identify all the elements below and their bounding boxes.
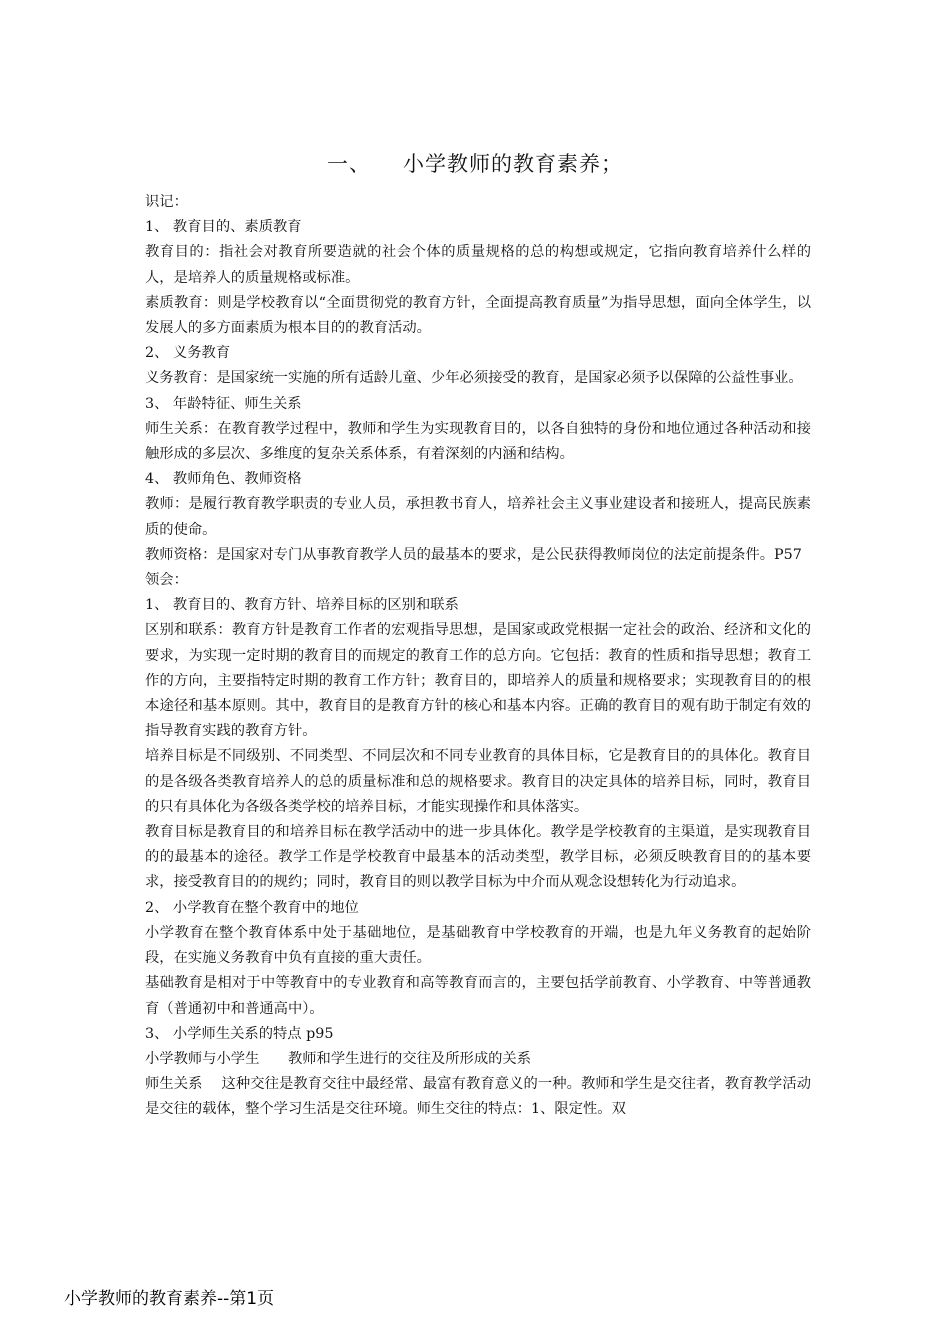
paragraph: 教育目标是教育目的和培养目标在教学活动中的进一步具体化。教学是学校教育的主渠道，是实现教育目的的最基本的途径。教学工作是学校教育中最基本的活动类型，教学目标，必须反映教育目的的基本要求，接受教育目的的规约；同时，教育目的则以教学目标为中介而从观念设想转化为行动追求。 [145, 824, 811, 891]
paragraph: 3、 小学师生关系的特点 p95 [145, 1025, 334, 1042]
paragraph: 3、 年龄特征、师生关系 [145, 395, 302, 412]
paragraph: 识记： [145, 194, 188, 210]
paragraph: 1、 教育目的、教育方针、培养目标的区别和联系 [145, 597, 459, 614]
paragraph: 基础教育是相对于中等教育中的专业教育和高等教育而言的，主要包括学前教育、小学教育、中等普通教育（普通初中和普通高中）。 [145, 975, 811, 1017]
paragraph: 素质教育：则是学校教育以“全面贯彻党的教育方针，全面提高教育质量”为指导思想，面向全体学生，以发展人的多方面素质为根本目的的教育活动。 [145, 294, 811, 337]
paragraph: 教师资格：是国家对专门从事教育教学人员的最基本的要求，是公民获得教师岗位的法定前提条件。P57 [145, 546, 802, 563]
page-title [0, 148, 950, 178]
paragraph: 区别和联系：教育方针是教育工作者的宏观指导思想，是国家或政党根据一定社会的政治、经济和文化的要求，为实现一定时期的教育目的而规定的教育工作的总方向。它包括：教育的性质和指导思想；教育工作的方向，主要指特定时期的教育工作方针；教育目的，即培养人的质量和规格要求；实现教育目的的根本途径和基本原则。其中，教育目的是教育方针的核心和基本内容。正确的教育目的观有助于制定有效的指导教育实践的教育方针。 [145, 622, 811, 740]
paragraph: 师生关系 这种交往是教育交往中最经常、最富有教育意义的一种。教师和学生是交往者，教育教学活动是交往的载体，整个学习生活是交往环境。师生交往的特点：1、限定性。双 [145, 1076, 811, 1118]
paragraph: 2、 义务教育 [145, 345, 231, 362]
section-number: 一、 [327, 152, 371, 176]
document-body [145, 190, 811, 1123]
paragraph: 教育目的：指社会对教育所要造就的社会个体的质量规格的总的构想或规定，它指向教育培养什么样的人，是培养人的质量规格或标准。 [145, 244, 811, 286]
paragraph: 教师：是履行教育教学职责的专业人员，承担教书育人，培养社会主义事业建设者和接班人，提高民族素质的使命。 [145, 496, 811, 538]
paragraph: 4、 教师角色、教师资格 [145, 471, 302, 488]
paragraph: 培养目标是不同级别、不同类型、不同层次和不同专业教育的具体目标，它是教育目的的具体化。教育目的是各级各类教育培养人的总的质量标准和总的规格要求。教育目的决定具体的培养目标，同时，教育目的只有具体化为各级各类学校的培养目标，才能实现操作和具体落实。 [145, 748, 811, 815]
paragraph: 义务教育：是国家统一实施的所有适龄儿童、少年必须接受的教育，是国家必须予以保障的公益性事业。 [145, 370, 803, 387]
paragraph: 师生关系：在教育教学过程中，教师和学生为实现教育目的，以各自独特的身份和地位通过各种活动和接触形成的多层次、多维度的复杂关系体系，有着深刻的内涵和结构。 [145, 420, 811, 463]
section-title: 小学教师的教育素养； [403, 152, 623, 176]
paragraph: 领会： [145, 572, 188, 589]
paragraph: 小学教育在整个教育体系中处于基础地位，是基础教育中学校教育的开端，也是九年义务教育的起始阶段，在实施义务教育中负有直接的重大责任。 [145, 924, 811, 967]
paragraph: 1、 教育目的、素质教育 [145, 219, 302, 236]
paragraph: 2、 小学教育在整个教育中的地位 [145, 899, 359, 916]
page-footer: 小学教师的教育素养--第1页 [64, 1289, 275, 1309]
paragraph: 小学教师与小学生 教师和学生进行的交往及所形成的关系 [145, 1050, 532, 1067]
